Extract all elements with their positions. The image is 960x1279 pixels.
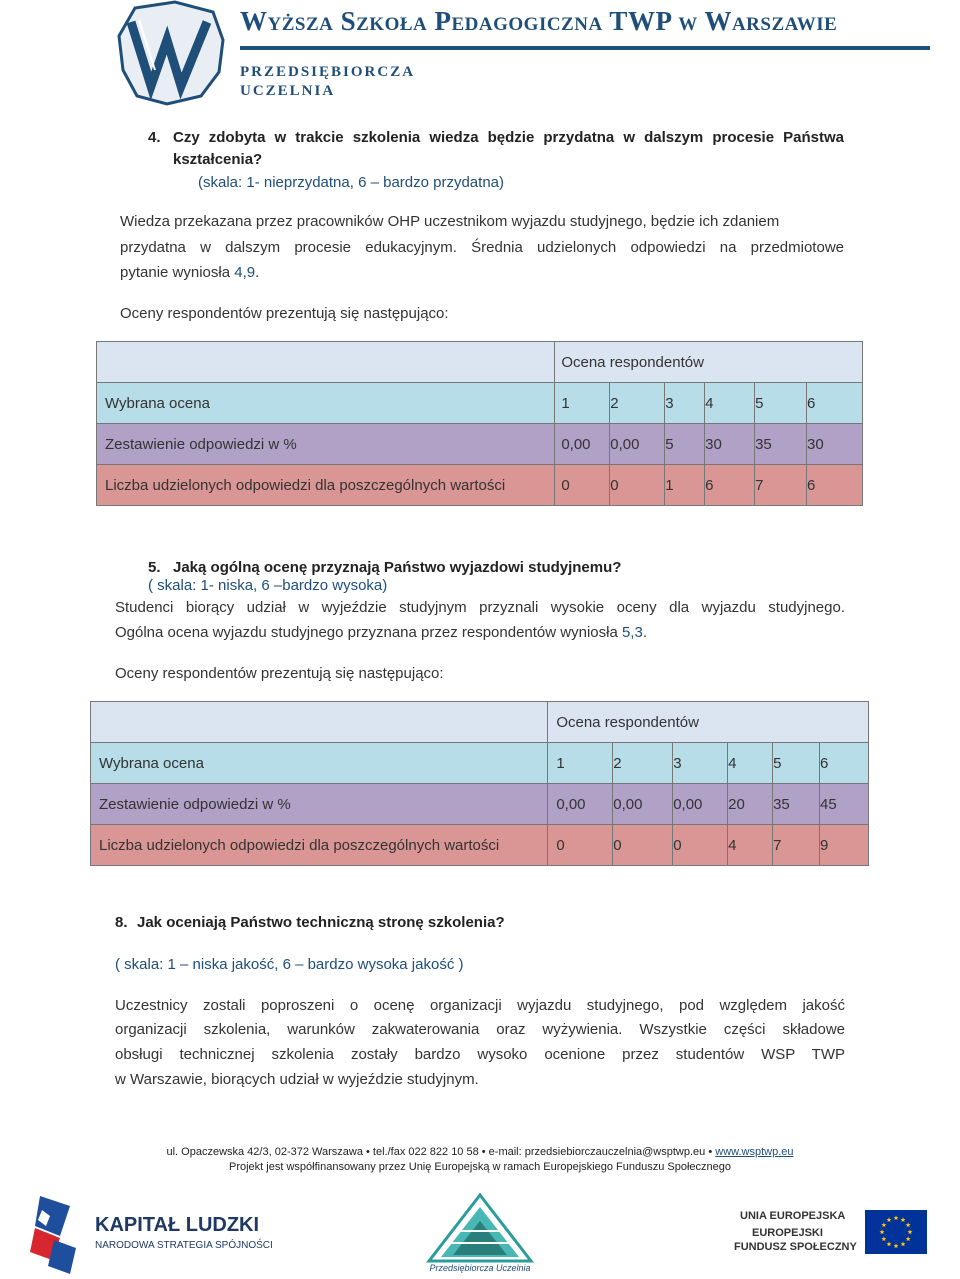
table-row (97, 424, 863, 465)
header-subtitle-2: UCZELNIA (240, 83, 336, 99)
table-cell: 4 (728, 825, 773, 866)
q8-para-line1: Uczestnicy zostali poproszeni o ocenę organizacji wyjazdu studyjnego, pod względem jakość (115, 997, 845, 1014)
wsp-twp-logo (115, 0, 230, 108)
q8-scale: ( skala: 1 – niska jakość, 6 – bardzo wysoka jakość ) (115, 956, 464, 973)
q5-number: 5. (148, 559, 161, 576)
table-cell: 2 (610, 383, 665, 424)
q4-number: 4. (148, 129, 161, 146)
kl-subtitle: NARODOWA STRATEGIA SPÓJNOŚCI (95, 1240, 273, 1251)
q5-scale: ( skala: 1- niska, 6 –bardzo wysoka) (148, 577, 388, 594)
table-cell: 0,00 (613, 784, 673, 825)
table-cell: 6 (807, 465, 863, 506)
footer-project-note: Projekt jest współfinansowany przez Unię Europejską w ramach Europejskiego Funduszu Społecznego (229, 1161, 731, 1173)
table-cell: 0,00 (610, 424, 665, 465)
q4-para-line3 (120, 261, 259, 285)
header-subtitle-1: PRZEDSIĘBIORCZA (240, 64, 416, 80)
table-cell: 0 (613, 825, 673, 866)
q8-para-line2: organizacji szkolenia, warunków zakwaterowania oraz wyżywienia. Wszystkie części składowe (115, 1021, 845, 1038)
eu-flag-icon (865, 1210, 927, 1254)
footer-address-text: ul. Opaczewska 42/3, 02-372 Warszawa • tel./fax 022 822 10 58 • e-mail: przedsiebiorczauczelnia@wsptwp.eu • (166, 1146, 716, 1158)
q5-para-line2 (115, 621, 647, 645)
table-cell: 45 (820, 784, 869, 825)
table-cell: 30 (807, 424, 863, 465)
q4-average-value: 4,9 (234, 264, 256, 281)
table-cell: 0,00 (673, 784, 728, 825)
eu-line2: EUROPEJSKI (752, 1227, 823, 1239)
table-row (97, 383, 863, 424)
q4-para-line2: przydatna w dalszym procesie edukacyjnym. Średnia udzielonych odpowiedzi na przedmiotowe (120, 239, 844, 256)
q5-question: Jaką ogólną ocenę przyznają Państwo wyjazdowi studyjnemu? (173, 559, 622, 576)
table-cell: 35 (755, 424, 807, 465)
q8-question: Jak oceniają Państwo techniczną stronę szkolenia? (137, 914, 505, 931)
q5-para-line2-text: Ogólna ocena wyjazdu studyjnego przyznana przez respondentów wyniosła (115, 624, 622, 641)
table-header-row (97, 342, 863, 383)
kl-title: KAPITAŁ LUDZKI (95, 1214, 260, 1236)
table-cell: 0 (548, 825, 613, 866)
przedsiebiorcza-uczelnia-logo (425, 1193, 535, 1279)
q5-intro: Oceny respondentów prezentują się następująco: (115, 665, 444, 682)
table-cell: 3 (665, 383, 705, 424)
table-row (91, 825, 869, 866)
table-header: Ocena respondentów (555, 342, 863, 383)
q4-scale: (skala: 1- nieprzydatna, 6 – bardzo przydatna) (198, 174, 504, 191)
table-cell: 1 (665, 465, 705, 506)
table-cell: 7 (755, 465, 807, 506)
table-cell: 5 (755, 383, 807, 424)
row-label: Zestawienie odpowiedzi w % (91, 784, 548, 825)
eu-logo (732, 1210, 932, 1270)
table-row (91, 784, 869, 825)
table-cell: 0 (610, 465, 665, 506)
header-divider (240, 46, 930, 50)
q8-para-line4: w Warszawie, biorących udział w wyjeździe studyjnym. (115, 1071, 479, 1088)
table-cell: 5 (665, 424, 705, 465)
header-title: Wyższa Szkoła Pedagogiczna TWP w Warszawie (240, 6, 838, 36)
table-cell: 1 (555, 383, 610, 424)
q4-question-line2: kształcenia? (173, 151, 263, 168)
table-cell: 3 (673, 743, 728, 784)
q5-para-line2-end: . (642, 624, 647, 641)
table-row (97, 465, 863, 506)
q8-para-line3: obsługi technicznej szkolenia zostały bardzo wysoko ocenione przez studentów WSP TWP (115, 1046, 845, 1063)
q5-para-line1: Studenci biorący udział w wyjeździe studyjnym przyznali wysokie oceny dla wyjazdu studyjnego. (115, 599, 845, 616)
q4-para-line1: Wiedza przekazana przez pracowników OHP uczestnikom wyjazdu studyjnego, będzie ich zdaniem (120, 213, 780, 230)
table-cell: 1 (548, 743, 613, 784)
table-cell: 0,00 (548, 784, 613, 825)
q5-average-value: 5,3 (621, 624, 643, 641)
table-cell: 0 (555, 465, 610, 506)
q4-ratings-table (96, 341, 863, 506)
kapital-ludzki-logo (30, 1196, 273, 1276)
table-cell: 9 (820, 825, 869, 866)
table-cell: 6 (820, 743, 869, 784)
table-cell: 35 (773, 784, 820, 825)
table-header-row (91, 702, 869, 743)
table-row (91, 743, 869, 784)
table-header: Ocena respondentów (548, 702, 869, 743)
q4-para-line3-end: . (255, 264, 260, 281)
table-cell: 20 (728, 784, 773, 825)
eu-line1: UNIA EUROPEJSKA (740, 1210, 846, 1222)
table-cell: 4 (728, 743, 773, 784)
row-label: Wybrana ocena (97, 383, 555, 424)
q4-intro: Oceny respondentów prezentują się następująco: (120, 305, 449, 322)
table-cell: 7 (773, 825, 820, 866)
pu-caption: Przedsiębiorcza Uczelnia (429, 1263, 531, 1273)
q5-ratings-table (90, 701, 869, 866)
table-cell: 0,00 (555, 424, 610, 465)
table-cell: 0 (673, 825, 728, 866)
q4-question-line1: Czy zdobyta w trakcie szkolenia wiedza będzie przydatna w dalszym procesie Państwa (173, 129, 844, 146)
table-cell: 30 (705, 424, 755, 465)
row-label: Wybrana ocena (91, 743, 548, 784)
row-label: Liczba udzielonych odpowiedzi dla poszczególnych wartości (91, 825, 548, 866)
row-label: Liczba udzielonych odpowiedzi dla poszczególnych wartości (97, 465, 555, 506)
footer-address (0, 1146, 960, 1158)
eu-line3: FUNDUSZ SPOŁECZNY (734, 1241, 857, 1253)
footer-website-link[interactable]: www.wsptwp.eu (715, 1146, 794, 1158)
table-cell: 4 (705, 383, 755, 424)
q8-number: 8. (115, 914, 128, 931)
table-cell: 2 (613, 743, 673, 784)
table-cell: 5 (773, 743, 820, 784)
q4-para-line3-text: pytanie wyniosła (120, 264, 235, 281)
table-cell: 6 (807, 383, 863, 424)
table-cell: 6 (705, 465, 755, 506)
row-label: Zestawienie odpowiedzi w % (97, 424, 555, 465)
